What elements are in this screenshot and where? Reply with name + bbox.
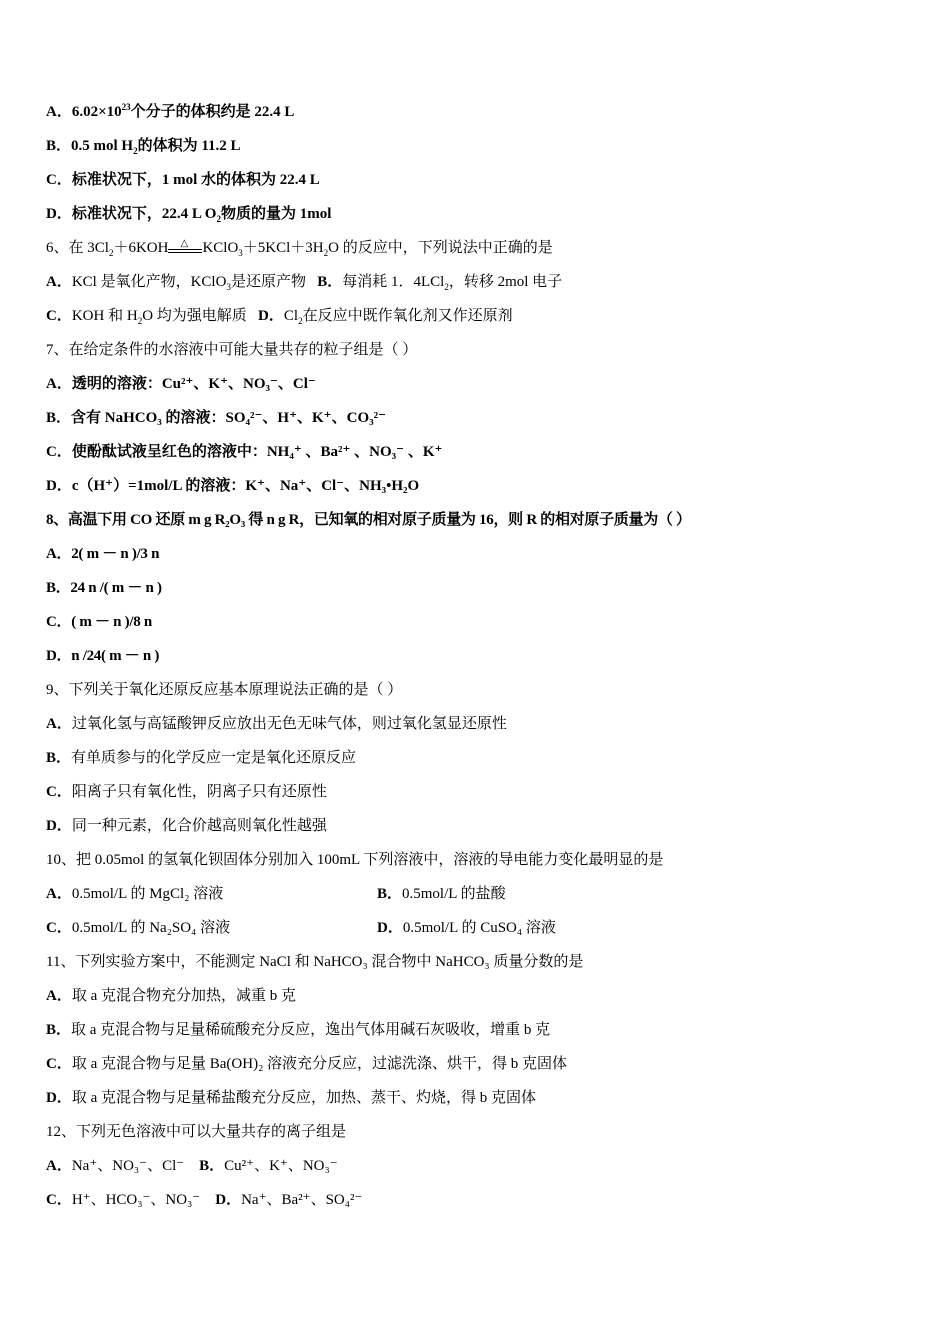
option-text: KOH 和 H [71, 308, 138, 324]
option-text: 24 n /( m － n ) [70, 580, 162, 596]
stem-text: 6、在 3Cl [46, 240, 109, 256]
option-label: B． [46, 410, 72, 426]
q11-option-a [46, 986, 296, 1006]
q10-option-b [377, 884, 506, 904]
option-text: 阳离子只有氧化性，阴离子只有还原性 [71, 784, 327, 800]
subscript: 2 [444, 282, 449, 292]
option-label: D． [377, 920, 403, 936]
option-label: C． [46, 784, 72, 800]
q8-option-a [46, 544, 159, 564]
option-label: B． [317, 274, 343, 290]
q8-stem: 8、高温下用 CO 还原 m g R₂O₃ 得 n g R，已知氧的相对原子质量为 16，则 R 的相对原子质量为（ ） [46, 512, 691, 528]
option-label: A． [46, 376, 72, 392]
stem-text: ＋5KCl＋3H [242, 240, 324, 256]
option-text: ( m － n )/8 n [71, 614, 152, 630]
option-text: 是还原产物 [230, 274, 306, 290]
option-label: A． [46, 988, 72, 1004]
subscript: 2 [133, 146, 138, 156]
option-label: A． [46, 1158, 72, 1174]
option-label: D． [46, 1090, 72, 1106]
option-text: 标准状况下，1 mol 水的体积为 22.4 L [71, 172, 320, 188]
option-label: A． [46, 546, 72, 562]
option-text: 物质的量为 1mol [220, 206, 332, 222]
option-text: c（H⁺）=1mol/L 的溶液：K⁺、Na⁺、Cl⁻、NH₃•H₂O [71, 478, 420, 494]
stem-text: O 的反应中，下列说法中正确的是 [328, 240, 553, 256]
q8-option-c [46, 612, 152, 632]
option-text: 0.5mol/L 的 MgCl₂ 溶液 [71, 886, 224, 902]
q10-option-a [46, 886, 223, 902]
q10-option-c [46, 920, 230, 936]
option-label: C． [46, 1056, 72, 1072]
heat-arrow-icon [168, 237, 202, 255]
option-label: A． [46, 716, 72, 732]
option-text: 透明的溶液：Cu²⁺、K⁺、NO₃⁻、Cl⁻ [71, 376, 316, 392]
q9-stem: 9、下列关于氧化还原反应基本原理说法正确的是（ ） [46, 682, 403, 698]
option-text: KCl 是氧化产物，KClO [71, 274, 227, 290]
option-text: 有单质参与的化学反应一定是氧化还原反应 [71, 750, 357, 766]
q10-stem: 10、把 0.05mol 的氢氧化钡固体分别加入 100mL 下列溶液中，溶液的导电能力变化最明显的是 [46, 852, 664, 868]
q9-option-b [46, 748, 356, 768]
option-label: D． [215, 1192, 242, 1208]
option-text: 取 a 克混合物充分加热，减重 b 克 [71, 988, 297, 1004]
option-text: 0.5mol/L 的盐酸 [402, 886, 506, 902]
q7-option-b [46, 408, 386, 428]
option-text: Na⁺、Ba²⁺、SO₄²⁻ [241, 1192, 363, 1208]
option-label: C． [46, 1192, 72, 1208]
option-text: 过氧化氢与高锰酸钾反应放出无色无味气体，则过氧化氢显还原性 [71, 716, 507, 732]
option-label: A． [46, 886, 72, 902]
option-text: 标准状况下，22.4 L O [71, 206, 217, 222]
option-label: B． [46, 750, 72, 766]
option-label: D． [46, 478, 72, 494]
q7-option-d [46, 476, 419, 496]
subscript: 2 [298, 316, 303, 326]
option-label: C． [46, 920, 72, 936]
subscript: 2 [323, 248, 329, 258]
q8-option-b [46, 578, 162, 598]
option-label: B． [377, 886, 403, 902]
option-text: 含有 NaHCO₃ 的溶液：SO₄²⁻、H⁺、K⁺、CO₃²⁻ [71, 410, 387, 426]
option-text: H⁺、HCO₃⁻、NO₃⁻ [71, 1192, 201, 1208]
option-text: ，转移 2mol 电子 [448, 274, 563, 290]
option-text: n /24( m － n ) [71, 648, 160, 664]
superscript: 23 [121, 102, 131, 112]
q6-options-cd [46, 306, 513, 326]
q5-option-a [46, 102, 294, 122]
stem-text: KClO [202, 240, 239, 256]
subscript: 3 [226, 282, 231, 292]
option-text: 取 a 克混合物与足量稀盐酸充分反应，加热、蒸干、灼烧，得 b 克固体 [71, 1090, 537, 1106]
heat-symbol: △ [180, 237, 189, 249]
option-label: B． [46, 1022, 72, 1038]
option-label: D． [46, 648, 72, 664]
q6-stem [46, 238, 553, 258]
q12-stem: 12、下列无色溶液中可以大量共存的离子组是 [46, 1124, 347, 1140]
option-text: 在反应中既作氧化剂又作还原剂 [302, 308, 513, 324]
option-label: C． [46, 614, 72, 630]
option-text: 6.02×10 [71, 104, 122, 120]
option-label: B． [199, 1158, 225, 1174]
option-text: 个分子的体积约是 22.4 L [130, 104, 295, 120]
q5-option-b [46, 136, 241, 156]
option-text: Na⁺、NO₃⁻、Cl⁻ [71, 1158, 185, 1174]
stem-text: ＋6KOH [113, 240, 169, 256]
q9-option-c [46, 782, 327, 802]
q11-option-d [46, 1088, 536, 1108]
option-text: O 均为强电解质 [142, 308, 247, 324]
option-text: Cu²⁺、K⁺、NO₃⁻ [224, 1158, 338, 1174]
option-text: Cl [283, 308, 299, 324]
option-text: 0.5mol/L 的 CuSO₄ 溶液 [402, 920, 556, 936]
option-text: 取 a 克混合物与足量 Ba(OH)₂ 溶液充分反应，过滤洗涤、烘干，得 b 克固体 [71, 1056, 568, 1072]
subscript: 2 [137, 316, 143, 326]
option-text: 使酚酞试液呈红色的溶液中：NH₄⁺ 、Ba²⁺ 、NO₃⁻ 、K⁺ [71, 444, 443, 460]
option-label: D． [258, 308, 284, 324]
option-text: 0.5mol/L 的 Na₂SO₄ 溶液 [71, 920, 231, 936]
q5-option-c [46, 170, 320, 190]
subscript: 2 [216, 214, 221, 224]
subscript: 2 [108, 248, 114, 258]
q10-options-ab [46, 884, 906, 904]
option-text: 每消耗 1．4LCl [342, 274, 445, 290]
q9-option-d [46, 816, 327, 836]
q7-option-a [46, 374, 316, 394]
q10-option-d [377, 918, 556, 938]
option-text: 0.5 mol H [71, 138, 134, 154]
subscript: 3 [238, 248, 243, 258]
q7-stem: 7、在给定条件的水溶液中可能大量共存的粒子组是（ ） [46, 342, 418, 358]
q7-option-c [46, 442, 442, 462]
option-label: A． [46, 274, 72, 290]
option-text: 取 a 克混合物与足量稀硫酸充分反应，逸出气体用碱石灰吸收，增重 b 克 [71, 1022, 551, 1038]
q12-options-cd [46, 1190, 362, 1210]
q6-options-ab [46, 272, 562, 292]
option-text: 同一种元素，化合价越高则氧化性越强 [71, 818, 327, 834]
option-label: C． [46, 308, 72, 324]
q9-option-a [46, 714, 507, 734]
q11-option-b [46, 1020, 550, 1040]
option-label: A． [46, 104, 72, 120]
option-text: 2( m － n )/3 n [71, 546, 160, 562]
q5-option-d [46, 204, 331, 224]
q11-option-c [46, 1054, 567, 1074]
q8-option-d [46, 646, 159, 666]
q12-options-ab [46, 1156, 338, 1176]
option-label: D． [46, 206, 72, 222]
q11-stem: 11、下列实验方案中，不能测定 NaCl 和 NaHCO₃ 混合物中 NaHCO₃ 质量分数的是 [46, 954, 584, 970]
option-text: 的体积为 11.2 L [137, 138, 241, 154]
option-label: C． [46, 444, 72, 460]
option-label: B． [46, 138, 72, 154]
option-label: D． [46, 818, 72, 834]
option-label: C． [46, 172, 72, 188]
option-label: B． [46, 580, 71, 596]
q10-options-cd [46, 918, 906, 938]
